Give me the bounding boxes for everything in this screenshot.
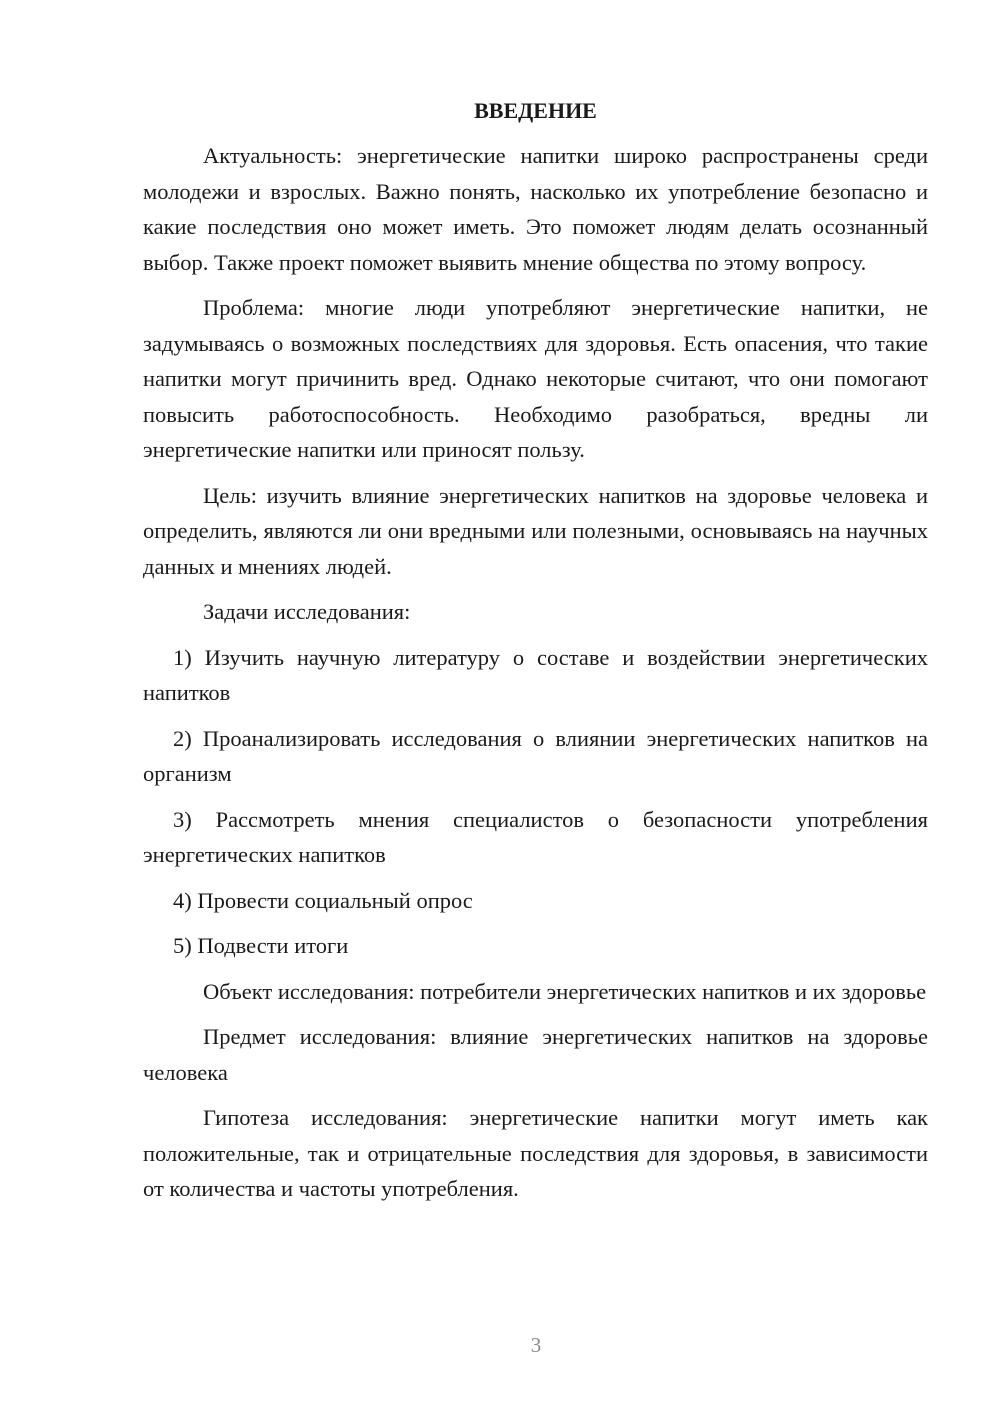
hypothesis-paragraph: Гипотеза исследования: энергетические напитки могут иметь как положительные, так и отрицательные последствия для здоровья, в зависимости от количества и частоты употребления.: [143, 1105, 928, 1201]
page-title: ВВЕДЕНИЕ: [474, 98, 597, 123]
document-page: [143, 96, 928, 1217]
tasks-heading: Задачи исследования:: [203, 599, 411, 624]
subject-paragraph: Предмет исследования: влияние энергетических напитков на здоровье человека: [143, 1024, 928, 1085]
object-paragraph: Объект исследования: потребители энергетических напитков и их здоровье: [203, 978, 927, 1004]
problem-paragraph: Проблема: многие люди употребляют энергетические напитки, не задумываясь о возможных последствиях для здоровья. Есть опасения, что такие напитки могут причинить вред. Однако некоторые считают, что они помогают повысить работоспособность. Необходимо разобраться, вредны ли энергетические напитки или приносят пользу.: [143, 295, 928, 462]
goal-paragraph: Цель: изучить влияние энергетических напитков на здоровье человека и определить, являются ли они вредными или полезными, основываясь на научных данных и мнениях людей.: [143, 482, 928, 579]
task-item-3: 3) Рассмотреть мнения специалистов о безопасности употребления энергетических напитков: [143, 806, 928, 867]
task-item-2: 2) Проанализировать исследования о влиянии энергетических напитков на организм: [143, 725, 928, 786]
task-item-5: 5) Подвести итоги: [173, 933, 349, 958]
task-item-1: 1) Изучить научную литературу о составе и воздействии энергетических напитков: [143, 644, 928, 705]
page-number: 3: [530, 1333, 542, 1357]
task-item-4: 4) Провести социальный опрос: [173, 887, 473, 913]
relevance-paragraph: Актуальность: энергетические напитки широко распространены среди молодежи и взрослых. Важно понять, насколько их употребление безопасно и какие последствия оно может иметь. Это поможет людям делать осознанный выбор. Также проект поможет выявить мнение общества по этому вопросу.: [143, 143, 928, 275]
